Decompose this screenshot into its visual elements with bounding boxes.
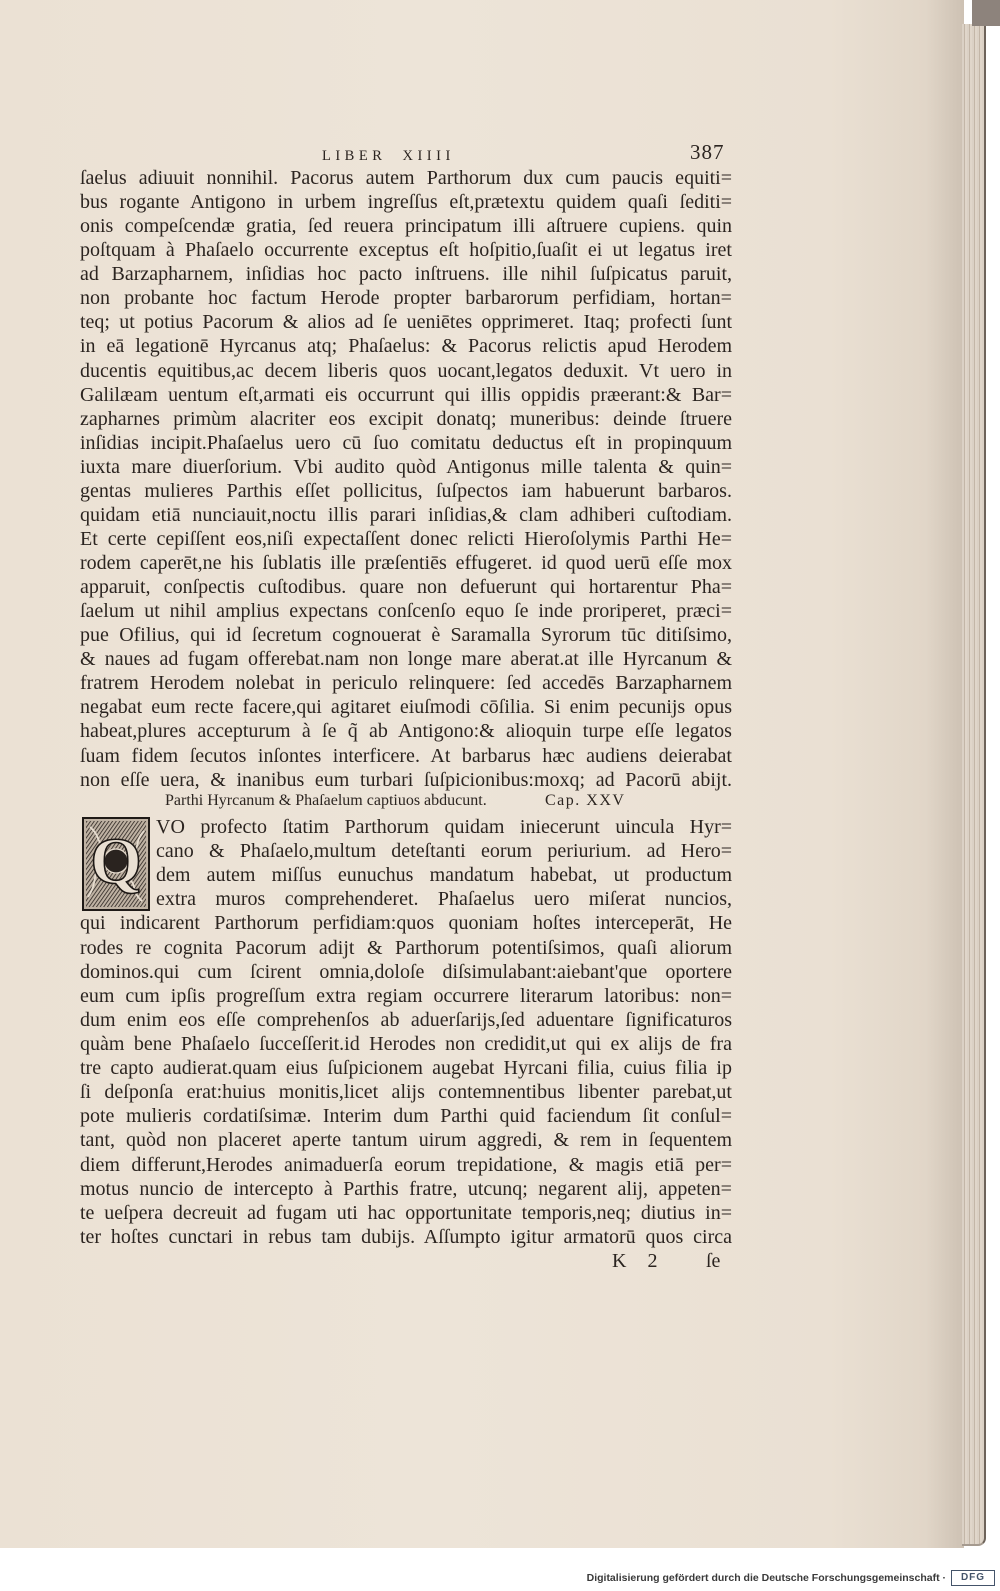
text-line: Galilæam uentum eſt,armati eis occurrunt qui illis oppidis præerant:& Bar= <box>80 383 732 406</box>
chapter-number: Cap. XXV <box>545 792 626 809</box>
book-fore-edge <box>962 24 986 1546</box>
text-line: fratrem Herodem nolebat in periculo relinquere: ſed accedēs Barzapharnem <box>80 672 732 695</box>
text-line: te ueſpera decreuit ad fugam uti hac opportunitate temporis,neq; diutius in= <box>80 1201 732 1224</box>
dfg-logo: DFG <box>951 1570 995 1586</box>
body-text <box>80 166 732 792</box>
page-number: 387 <box>690 140 725 164</box>
text-line: non eſſe uera, & inanibus eum turbari ſuſpicionibus:moxq; ad Pacorū abijt. <box>80 768 733 791</box>
text-line: non probante hoc factum Herode propter barbarorum perfidiam, hortan= <box>80 287 732 310</box>
text-line: diem differunt,Herodes animaduerſa eorum trepidatione, & magis etiā per= <box>80 1153 732 1176</box>
text-line: iuxta mare diuerſorium. Vbi audito quòd Antigonus mille talenta & quin= <box>80 455 733 478</box>
signature-mark: K 2 <box>612 1250 658 1272</box>
text-line: VO profecto ſtatim Parthorum quidam iniecerunt uincula Hyr= <box>156 816 733 838</box>
text-line: motus nuncio de intercepto à Parthis fratre, utcunq; negarent alij, appeten= <box>80 1177 732 1200</box>
text-line: poſtquam à Phaſaelo occurrente exceptus eſt hoſpitio,ſuaſit ei ut legatus iret <box>80 239 732 262</box>
text-line: ducentis equitibus,ac decem liberis quos uocant,legatos deduxit. Vt uero in <box>80 359 733 382</box>
text-line: habeat,plures accepturum à ſe q̃ ab Antigono:& alioquin turpe eſſe legatos <box>80 720 732 743</box>
text-line: cano & Phaſaelo,multum deteſtanti eorum periurium. ad Hero= <box>156 840 733 863</box>
text-line: rodem caperēt,ne his ſublatis ille præſentiēs effugeret. id quod uerū eſſe mox <box>80 552 733 574</box>
text-line: ad Barzapharnem, inſidias hoc pacto inſtruens. ille nihil ſuſpicatus paruit, <box>80 263 733 286</box>
text-line: ſuam fidem ſecutos inſontes interficere. At barbarus hæc audiens deierabat <box>80 744 732 767</box>
text-line: qui indicarent Parthorum perfidiam:quos quoniam hoſtes interceperāt, He <box>80 912 733 935</box>
text-line: zapharnes primùm alacriter eos excipit donatq; muneribus: deinde ſtruere <box>80 407 732 430</box>
text-line: negabat eum recte facere,qui agitaret eiuſmodi cōſilia. Si enim pecunijs opus <box>80 696 733 719</box>
text-line: inſidias incipit.Phaſaelus uero cū ſuo comitatu deductus eſt in propinquum <box>80 431 733 454</box>
text-line: eum cum ipſis progreſſum extra regiam occurrere literarum latoribus: non= <box>80 984 733 1007</box>
text-line: tant, quòd non placeret aperte tantum uirum aggredi, & rem in ſequentem <box>80 1129 733 1152</box>
chapter-heading <box>165 790 665 812</box>
catchword: ſe <box>706 1250 721 1272</box>
text-line: dominos.qui cum ſcirent omnia,doloſe diſsimulabant:aiebant'que oportere <box>80 960 732 983</box>
chapter-title: Parthi Hyrcanum & Phaſaelum captiuos abducunt. <box>165 792 487 809</box>
chapter-text <box>80 815 732 1249</box>
text-line: teq; ut potius Pacorum & alios ad ſe ueniētes opprimeret. Itaq; profecti ſunt <box>80 311 733 334</box>
text-line: gentas mulieres Parthis eſſet pollicitus, ſuſpectos iam habuerunt barbaros. <box>80 479 732 502</box>
text-line: ſaelus adiuuit nonnihil. Pacorus autem Parthorum dux cum paucis equiti= <box>80 167 733 189</box>
digitization-credit: Digitalisierung gefördert durch die Deutsche Forschungsgemeinschaft · <box>586 1572 946 1584</box>
text-line: in eā legationē Hyrcanus atq; Phaſaelus: & Pacorus relictis apud Herodem <box>80 335 733 358</box>
drop-cap-letter: Q <box>90 825 142 898</box>
text-line: bus rogante Antigono in urbem ingreſſus eſt,prætextu quidem quaſi ſediti= <box>80 191 733 214</box>
running-title: LIBER XIIII <box>322 148 455 164</box>
text-line: Et certe cepiſſent eos,niſi expectaſſent donec relicti Hieroſolymis Parthi He= <box>80 527 733 550</box>
text-line: dem autem miſſus eunuchus mandatum habebat, ut productum <box>156 864 732 887</box>
text-line: dum enim eos eſſe comprehenſos ab aduerſarijs,ſed aduentare ſignificaturos <box>80 1008 733 1031</box>
text-line: extra muros comprehenderet. Phaſaelus uero miſerat nuncios, <box>156 888 732 911</box>
book-corner-shadow <box>972 0 1000 26</box>
text-line: quidam etiā nunciauit,noctu illis parari inſidias,& clam adhiberi cuſtodiam. <box>80 503 733 526</box>
text-line: & naues ad fugam offerebat.nam non longe mare aberat.at ille Hyrcanum & <box>80 648 733 671</box>
text-line: apparuit, conſpectis cuſtodibus. quare non defuerunt qui hortarentur Pha= <box>80 576 733 599</box>
text-line: pue Ofilius, qui id ſecretum cognouerat è Saramalla Syrorum tūc ditiſsimo, <box>80 624 733 647</box>
text-line: tre capto audierat.quam eius ſuſpicionem augebat Hyrcani filia, cuius filia ip <box>80 1057 732 1080</box>
text-line: ſi deſponſa erat:huius monitis,licet alijs contemnentibus libenter parebat,ut <box>80 1081 732 1104</box>
text-line: quàm bene Phaſaelo ſucceſſerit.id Herodes non credidit,ut qui ex alijs de fra <box>80 1032 732 1055</box>
text-line: ter hoſtes cunctari in rebus tam dubijs. Aſſumpto igitur armatorū quos circa <box>80 1225 732 1248</box>
text-line: onis compeſcendæ gratia, ſed reuera principatum illi aſtruere cupiens. quin <box>80 215 733 238</box>
text-line: rodes re cognita Pacorum adijt & Parthorum potentiſsimos, quaſi aliorum <box>80 936 733 959</box>
text-line: pote mulieris cordatiſsimæ. Interim dum Parthi quid faciendum ſit conſul= <box>80 1105 732 1128</box>
text-line: ſaelum ut nihil amplius expectans conſcenſo equo ſe inde proriperet, præci= <box>80 600 732 623</box>
